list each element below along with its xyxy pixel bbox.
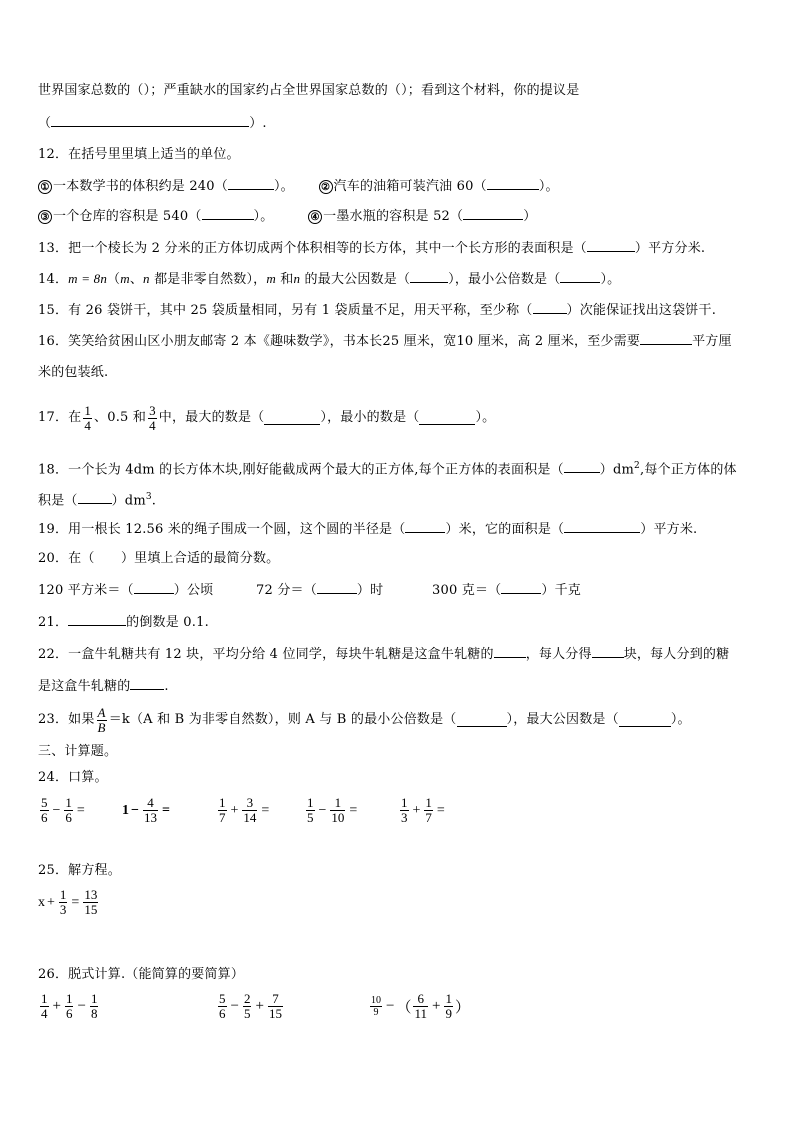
calc-expression-26-3: $\frac{10}{9}$ − （ $\frac{6}{11}$ + $\frac{1}{9}$ ） xyxy=(371,991,470,1021)
text-line: （ ）. xyxy=(38,116,267,131)
equation: x + $\frac{1}{3}$ = $\frac{13}{15}$ xyxy=(38,887,98,917)
answer-blank[interactable] xyxy=(501,581,541,594)
answer-blank[interactable] xyxy=(463,207,523,220)
question-12-row-1: ① 一本数学书的体积约是 240（ ）。 ② 汽车的油箱可装汽油 60（ ）。 xyxy=(38,177,758,196)
answer-blank[interactable] xyxy=(68,613,126,626)
question-18-continued: 积是（ ）$dm^3$. xyxy=(38,492,157,509)
answer-blank[interactable] xyxy=(587,239,635,252)
answer-blank[interactable] xyxy=(487,177,539,190)
answer-blank[interactable] xyxy=(494,645,526,658)
answer-blank[interactable] xyxy=(592,645,624,658)
question-16: 16．笑笑给贫困山区小朋友邮寄 2 本《趣味数学》，书本长25 厘米，宽10 厘米，高 2 厘米，至少需要 平方厘 xyxy=(38,334,732,349)
question-21: 21． 的倒数是 0.1. xyxy=(38,615,209,630)
answer-blank[interactable] xyxy=(317,581,357,594)
question-16-continued: 米的包装纸. xyxy=(38,365,109,380)
answer-blank[interactable] xyxy=(619,714,671,727)
question-20-row: 120 平方米＝（ ）公顷 72 分＝（ ）时 300 克＝（ ）千克 xyxy=(38,583,581,598)
answer-blank[interactable] xyxy=(564,520,640,533)
fraction: $\frac{1}{4}$ xyxy=(84,402,92,433)
question-14: 14．m = 8n（m、n 都是非零自然数），m 和n 的最大公因数是（ ），最小公倍数是（ ）。 xyxy=(38,271,621,287)
answer-blank[interactable] xyxy=(264,412,320,425)
answer-blank[interactable] xyxy=(560,270,600,283)
question-13: 13．把一个棱长为 2 分米的正方体切成两个体积相等的长方体，其中一个长方形的表面积是（ ）平方分米. xyxy=(38,241,706,256)
question-18: 18．一个长为 4dm 的长方体木块,刚好能截成两个最大的正方体,每个正方体的表面积是（ ）$dm^2$,每个正方体的体 xyxy=(38,461,737,478)
answer-blank[interactable] xyxy=(228,177,274,190)
answer-blank[interactable] xyxy=(134,581,174,594)
calc-expression-3: $\frac{1}{7}$ + $\frac{3}{14}$ = xyxy=(219,795,270,825)
question-19: 19．用一根长 12.56 米的绳子围成一个圆，这个圆的半径是（ ）米，它的面积是（ ）平方米. xyxy=(38,522,698,537)
question-23: 23．如果 $\frac{A}{B}$ ＝k（A 和 B 为非零自然数），则 A 与 B 的最小公倍数是（ ），最大公因数是（ ）。 xyxy=(38,704,691,735)
fraction: $\frac{A}{B}$ xyxy=(97,704,106,735)
answer-blank[interactable] xyxy=(640,332,692,345)
circled-number-1: ① xyxy=(38,180,52,194)
answer-blank[interactable] xyxy=(405,520,445,533)
calc-expression-4: $\frac{1}{5}$ − $\frac{1}{10}$ = xyxy=(307,795,358,825)
answer-blank[interactable] xyxy=(533,301,567,314)
answer-blank[interactable] xyxy=(410,270,448,283)
question-17: 17．在 $\frac{1}{4}$ 、0.5 和 $\frac{3}{4}$ 中，最大的数是（ ），最小的数是（ ）。 xyxy=(38,402,496,433)
calc-expression-1: $\frac{5}{6}$ − $\frac{1}{6}$ = xyxy=(41,795,85,825)
section-heading: 三、计算题。 xyxy=(38,744,118,759)
question-15: 15．有 26 袋饼干，其中 25 袋质量相同，另有 1 袋质量不足，用天平称，至少称（ ）次能保证找出这袋饼干. xyxy=(38,303,717,318)
question-12-row-2: ③ 一个仓库的容积是 540（ ）。 ④ 一墨水瓶的容积是 52（ ） xyxy=(38,207,758,226)
text-line xyxy=(38,82,758,100)
answer-blank[interactable] xyxy=(564,460,600,473)
answer-blank[interactable] xyxy=(457,714,507,727)
answer-blank[interactable] xyxy=(419,412,475,425)
circled-number-4: ④ xyxy=(308,210,322,224)
calc-expression-26-1: $\frac{1}{4}$ + $\frac{1}{6}$ − $\frac{1}{8}$ xyxy=(41,991,98,1021)
question-24: 24．口算。 xyxy=(38,770,108,785)
circled-number-2: ② xyxy=(319,180,333,194)
continuation-text: 世界国家总数的（）；严重缺水的国家约占全世界国家总数的（）；看到这个材料，你的提议是 xyxy=(38,83,580,98)
question-26: 26．脱式计算.（能简算的要简算） xyxy=(38,967,245,982)
question-22: 22．一盒牛轧糖共有 12 块，平均分给 4 位同学，每块牛轧糖是这盒牛轧糖的 ，每人分得 块，每人分到的糖 xyxy=(38,647,730,662)
answer-blank[interactable] xyxy=(51,114,249,127)
question-20: 20．在（ ）里填上合适的最简分数。 xyxy=(38,551,280,566)
question-22-continued: 是这盒牛轧糖的 . xyxy=(38,679,169,694)
answer-blank[interactable] xyxy=(202,207,254,220)
calc-expression-2: 1 − $\frac{4}{13}$ = xyxy=(122,795,170,825)
calc-expression-5: $\frac{1}{3}$ + $\frac{1}{7}$ = xyxy=(401,795,445,825)
question-25: 25．解方程。 xyxy=(38,863,121,878)
calc-expression-26-2: $\frac{5}{6}$ − $\frac{2}{5}$ + $\frac{7}{15}$ xyxy=(219,991,282,1021)
question-12: 12．在括号里里填上适当的单位。 xyxy=(38,147,240,162)
answer-blank[interactable] xyxy=(130,677,164,690)
fraction: $\frac{3}{4}$ xyxy=(149,402,156,433)
circled-number-3: ③ xyxy=(38,210,52,224)
answer-blank[interactable] xyxy=(78,491,112,504)
